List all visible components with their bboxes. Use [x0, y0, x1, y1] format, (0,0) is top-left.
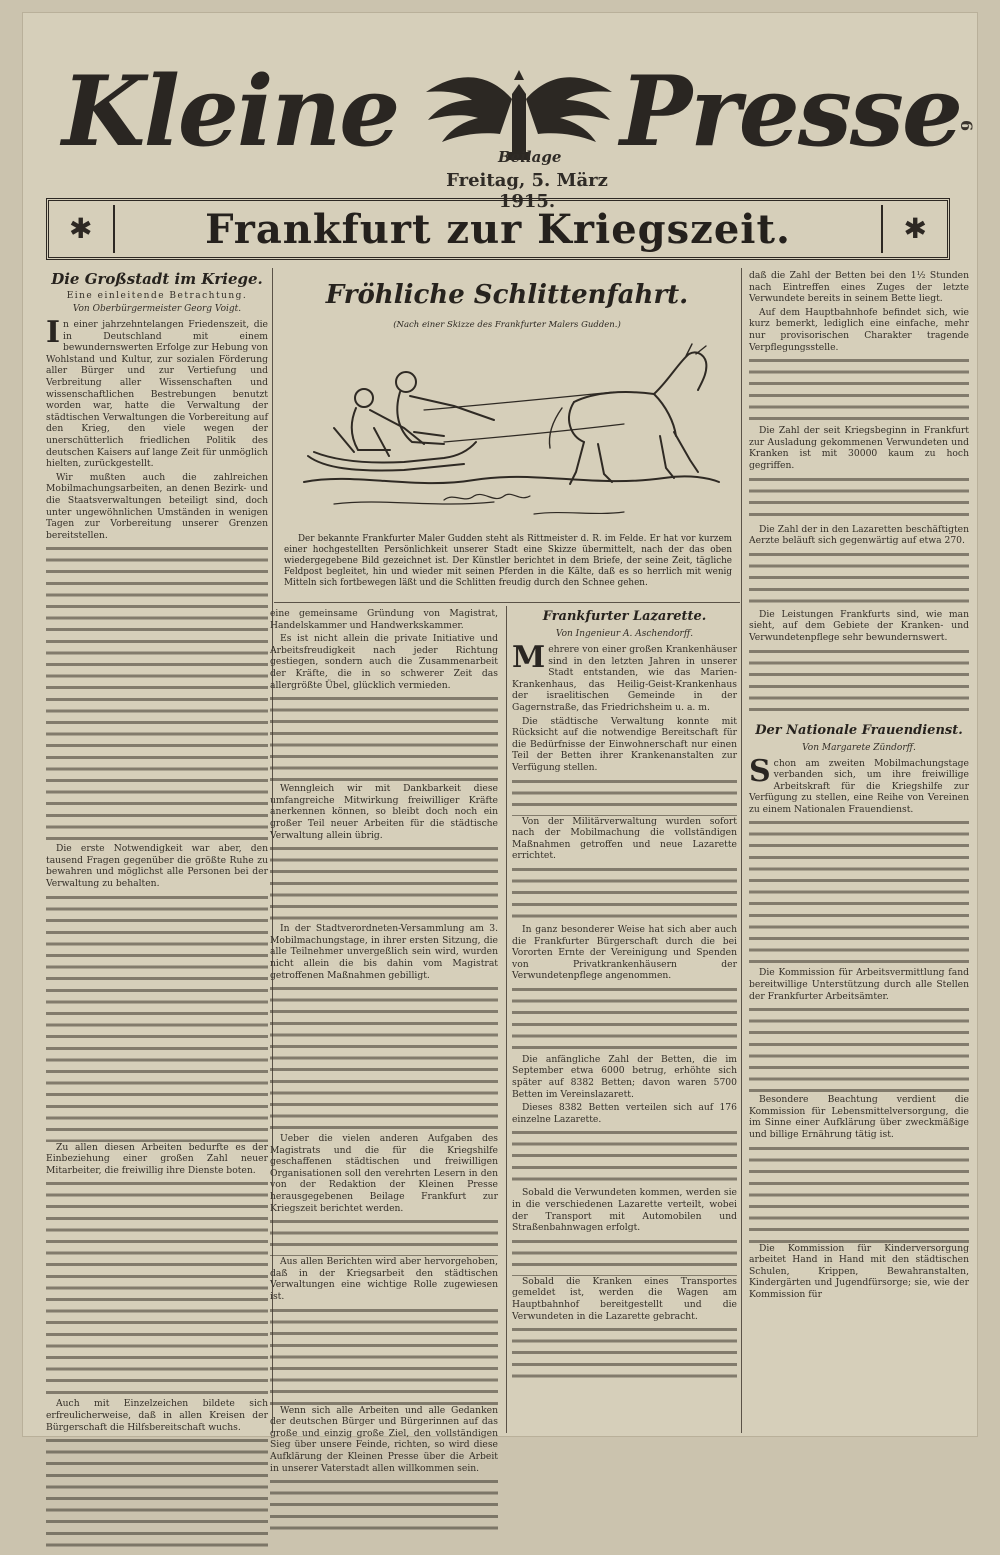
star-icon: ✱: [903, 212, 927, 245]
issue-date: Freitag, 5. März 1915.: [446, 170, 608, 212]
paragraph: daß die Zahl der Betten bei den 1½ Stunden nach Eintreffen eines Zuges der letzte Verwundete bereits in seinem Bette liegt.: [749, 270, 969, 305]
text-block: [270, 1305, 498, 1405]
column-divider: [741, 268, 742, 1433]
drop-cap: S: [749, 753, 771, 789]
text-block: [270, 1476, 498, 1536]
sleigh-ride-illustration: [294, 332, 724, 528]
text-block: [46, 543, 268, 843]
section-title: Frankfurt zur Kriegszeit.: [205, 206, 791, 253]
text-block: [512, 1127, 737, 1187]
illustration-title: Fröhliche Schlittenfahrt.: [325, 280, 689, 310]
article-grossstadt: [46, 270, 268, 1433]
text-block: [512, 984, 737, 1054]
article-byline: Von Oberbürgermeister Georg Voigt.: [72, 304, 242, 314]
paragraph: Es ist nicht allein die private Initiative und Arbeitsfreudigkeit nach jeder Richtung gestiegen, sondern auch die Zusammenarbeit der Kräfte, die in so schwerer Zeit das allergrößte Übel, glücklich vermieden.: [270, 633, 498, 691]
paragraph: Besondere Beachtung verdient die Kommission für Lebensmittelversorgung, die im Sinne einer Aufklärung über zweckmäßige und billige Ernährung tätig ist.: [749, 1094, 969, 1141]
paragraph: Die Kommission für Arbeitsvermittlung fand bereitwillige Unterstützung durch alle Stellen der Frankfurter Arbeitsämter.: [749, 967, 969, 1002]
masthead-right-word: Presse: [620, 55, 962, 168]
paragraph: ehrere von einer großen Krankenhäuser sind in den letzten Jahren in unserer Stadt entstanden, wie das Marien-Krankenhaus, das Heilig-Geist-Krankenhaus der israelitischen Gemeinde in der Gagernstraße, das Friedrichsheim u. a. m.: [512, 644, 737, 713]
text-block: [749, 646, 969, 716]
paragraph: Ueber die vielen anderen Aufgaben des Magistrats und die für die Kriegshilfe geschaffenen städtischen und freiwilligen Organisationen soll den verehrten Lesern in den von der Redaktion der Kleinen Presse herausgegebenen Beilage Frankfurt zur Kriegszeit berichtet werden.: [270, 1133, 498, 1214]
paragraph: Die Kommission für Kinderversorgung arbeitet Hand in Hand mit den städtischen Schulen, Krippen, Bewahranstalten, Kindergärten und Jugendfürsorge; sie, wie der Kommission für: [749, 1242, 969, 1300]
paragraph: Sobald die Kranken eines Transportes gemeldet ist, werden die Wagen am Hauptbahnhof bereitgestellt und die Verwundeten in die Lazarette gebracht.: [512, 1275, 737, 1322]
text-block: [749, 817, 969, 967]
illustration-caption: (Nach einer Skizze des Frankfurter Malers Gudden.): [393, 320, 621, 330]
article-byline: Von Margarete Zündorff.: [802, 742, 916, 753]
paragraph: Der bekannte Frankfurter Maler Gudden steht als Rittmeister d. R. im Felde. Er hat vor kurzem einer hochgestellten Persönlichkeit unserer Stadt eine Skizze übermittelt, nach der das oben wiedergegebene Bild gezeichnet ist. Der Künstler berichtet in dem Briefe, der seine Zeit, tägliche Feldpost begleitet, hin und wieder mit seinen Pferden in die Kälte, daß es so herrlich mit wenig Mitteln sich fortbewegen läßt und die Schlitten freudig durch den Schnee gehen.: [284, 534, 732, 588]
article-frauendienst: [749, 270, 969, 1435]
paragraph: In ganz besonderer Weise hat sich aber auch die Frankfurter Bürgerschaft durch die bei Vororten Ernte der Vereinigung und Spenden von Privatkrankenhäusern der Verwundetenpflege angenommen.: [512, 923, 737, 982]
text-block: [46, 1435, 268, 1555]
article-headline: Frankfurter Lazarette.: [542, 609, 707, 624]
section-divider: [274, 602, 740, 603]
paragraph: Die anfängliche Zahl der Betten, die im September etwa 6000 betrug, erhöhte sich später auf 8382 Betten; davon waren 5700 Betten im Vereinslazarett.: [512, 1053, 737, 1100]
paragraph: Dieses 8382 Betten verteilen sich auf 176 einzelne Lazarette.: [512, 1102, 737, 1125]
paragraph: Die Zahl der in den Lazaretten beschäftigten Aerzte beläuft sich gegenwärtig auf etwa 270.: [749, 523, 969, 547]
article-headline: Der Nationale Frauendienst.: [755, 722, 963, 738]
article-lazarette: [512, 608, 737, 1434]
paragraph: Wir mußten auch die zahlreichen Mobilmachungsarbeiten, an denen Bezirk- und die Staatsverwaltungen beteiligt sind, doch unter ungewöhnlichen Umständen in wenigen Tagen zur Vorbereitung unserer Grenzen bereitstellen.: [46, 471, 268, 541]
drop-cap: I: [46, 315, 61, 350]
column-divider: [506, 606, 507, 1433]
article-byline: Von Ingenieur A. Aschendorff.: [555, 629, 694, 639]
text-block: [749, 1143, 969, 1243]
text-block: [512, 1324, 737, 1384]
paragraph: In der Stadtverordneten-Versammlung am 3. Mobilmachungstage, in ihrer ersten Sitzung, die alle Teilnehmer unvergeßlich sein wird, wurden nicht allein die bis dahin vom Magistrat getroffenen Maßnahmen gebilligt.: [270, 923, 498, 981]
text-block: [270, 983, 498, 1133]
star-icon: ✱: [69, 212, 93, 245]
article-kriegshilfe: [270, 608, 498, 1474]
paragraph: Die erste Notwendigkeit war aber, den tausend Fragen gegenüber die größte Ruhe zu bewahren und möglichst alle Personen bei der Verwaltung zu behalten.: [46, 843, 268, 890]
illustration-text: [284, 534, 732, 589]
paragraph: chon am zweiten Mobilmachungstage verbanden sich, um ihre freiwillige Arbeitskraft für die Kriegshilfe zur Verfügung zu stellen, eine Reihe von Vereinen zu einem Nationalen Frauendienst.: [749, 757, 969, 815]
paragraph: Auf dem Hauptbahnhofe befindet sich, wie kurz bemerkt, lediglich eine einfache, mehr nur provisorischen Charakter tragende Verpflegungsstelle.: [749, 306, 969, 353]
page-number: 6: [957, 120, 976, 132]
text-block: [46, 892, 268, 1142]
paragraph: Die städtische Verwaltung konnte mit Rücksicht auf die notwendige Bereitschaft für die Bedürfnisse der Einwohnerschaft nur einen Teil der Betten ihrer Krankenanstalten zur Verfügung stellen.: [512, 715, 737, 773]
paragraph: Aus allen Berichten wird aber hervorgehoben, daß in der Kriegsarbeit den städtischen Verwaltungen eine wichtige Rolle zugewiesen ist.: [270, 1256, 498, 1303]
paragraph: Wenngleich wir mit Dankbarkeit diese umfangreiche Mitwirkung freiwilliger Kräfte anerkennen können, so bleibt doch noch ein großer Teil neuer Arbeiten für die städtische Verwaltung allein übrig.: [270, 783, 498, 841]
text-block: [270, 1216, 498, 1256]
paragraph: eine gemeinsame Gründung von Magistrat, Handelskammer und Handwerkskammer.: [270, 608, 498, 631]
article-subhead: Eine einleitende Betrachtung.: [66, 291, 248, 301]
masthead-left-word: Kleine: [62, 55, 399, 168]
text-block: [749, 355, 969, 425]
text-block: [749, 549, 969, 609]
text-block: [46, 1178, 268, 1398]
paragraph: Die Leistungen Frankfurts sind, wie man sieht, auf dem Gebiete der Kranken- und Verwundetenpflege sehr bewundernswert.: [749, 608, 969, 643]
section-title-box: [46, 198, 950, 260]
text-block: [270, 693, 498, 783]
paragraph: Von der Militärverwaltung wurden sofort nach der Mobilmachung die vollständigen Maßnahmen getroffen und neue Lazarette errichtet.: [512, 815, 737, 862]
text-block: [749, 1004, 969, 1094]
text-block: [512, 864, 737, 924]
drop-cap: M: [512, 640, 546, 675]
text-block: [749, 474, 969, 524]
text-block: [512, 1236, 737, 1276]
text-block: [270, 843, 498, 923]
masthead: [22, 12, 978, 212]
paragraph: Die Zahl der seit Kriegsbeginn in Frankfurt zur Ausladung gekommenen Verwundeten und Kranken ist mit 30000 kaum zu hoch gegriffen.: [749, 425, 969, 471]
paragraph: Sobald die Verwundeten kommen, werden sie in die verschiedenen Lazarette verteilt, wobei der Transport mit Automobilen und Straßenbahnwagen erfolgt.: [512, 1187, 737, 1234]
text-block: [512, 776, 737, 816]
paragraph: Zu allen diesen Arbeiten bedurfte es der Einbeziehung einer großen Zahl neuer Mitarbeiter, die freiwillig ihre Dienste boten.: [46, 1141, 268, 1176]
newspaper-page: [22, 12, 978, 1474]
article-headline: Die Großstadt im Kriege.: [51, 270, 263, 288]
paragraph: Wenn sich alle Arbeiten und alle Gedanken der deutschen Bürger und Bürgerinnen auf das große und einzig große Ziel, den vollständigen Sieg über unsere Feinde, richten, so wird diese Aufklärung der Kleinen Presse über die Arbeit in unserer Vaterstadt allen willkommen sein.: [270, 1404, 498, 1474]
beilage-label: Beilage: [498, 148, 562, 166]
paragraph: n einer jahrzehntelangen Friedenszeit, die in Deutschland mit einem bewundernswerten Erfolge zur Hebung von Wohlstand und Kultur, zur sozialen Förderung aller Bürger und zur Vertiefung und Verbreitung aller Wissenschaften und wissenschaftlichen Bestrebungen benutzt worden war, hatte die Verwaltung der städtischen Verwaltungen die Vorbereitung auf den Krieg, den viele wegen der unerschütterlich friedlichen Politik des deutschen Kaisers auf lange Zeit für unmöglich hielten, zurückgestellt.: [46, 319, 268, 470]
paragraph: Auch mit Einzelzeichen bildete sich erfreulicherweise, daß in allen Kreisen der Bürgerschaft die Hilfsbereitschaft wuchs.: [46, 1398, 268, 1433]
